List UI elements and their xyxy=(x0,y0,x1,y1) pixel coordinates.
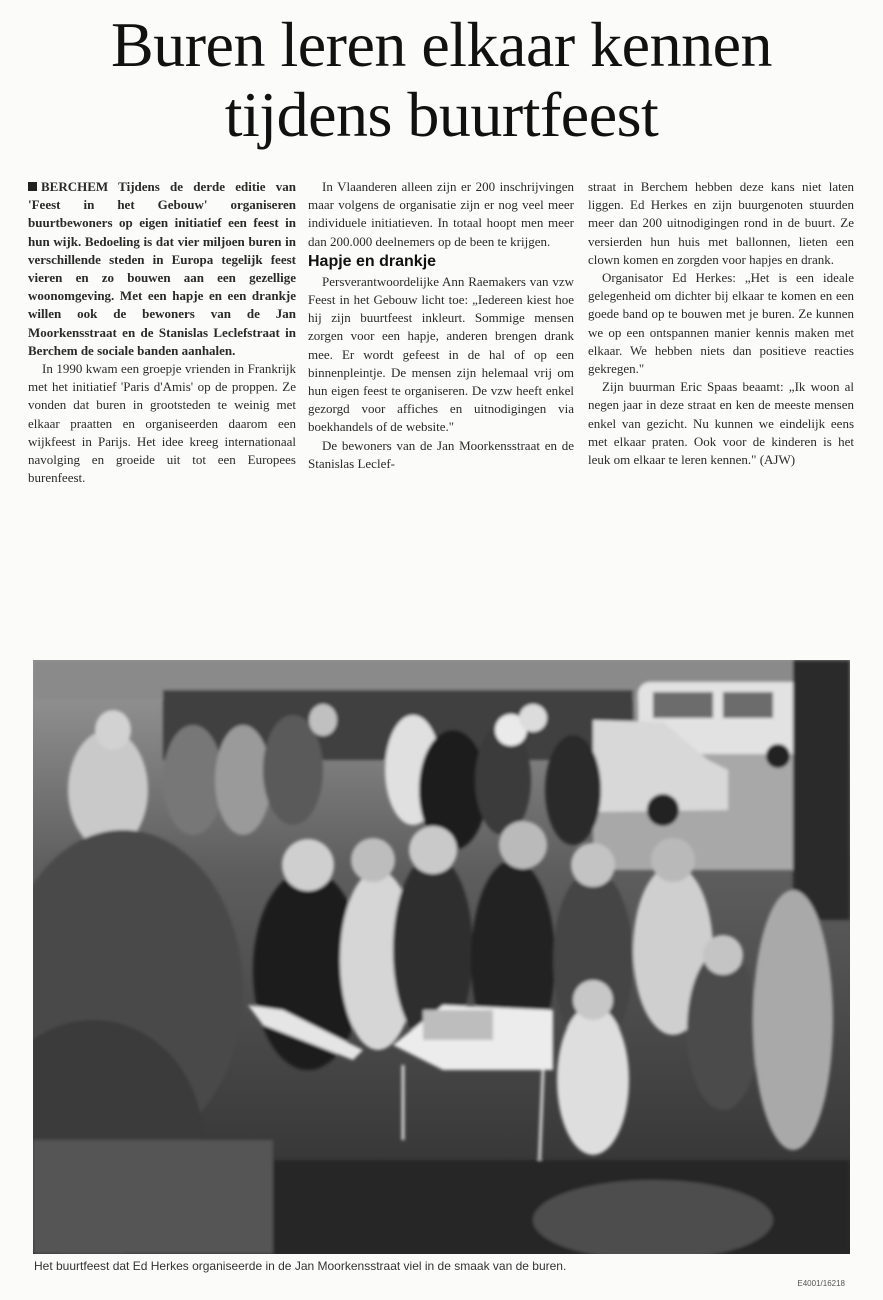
lead-text: Tijdens de derde editie van 'Feest in het Gebouw' organiseren buurtbewoners op eigen initiatief een feest in hun wijk. Bedoeling is dat vier miljoen buren in verschillende steden in Europa tegelijk feest vieren en zo bouwen aan een gezellige woonomgeving. Met een hapje en een drankje willen ook de bewoners van de Jan Moorkensstraat en de Stanislas Leclefstraat in Berchem de sociale banden aanhalen. xyxy=(28,179,296,358)
photo-caption: Het buurtfeest dat Ed Herkes organiseerde in de Jan Moorkensstraat viel in de smaak van de buren. xyxy=(34,1259,567,1273)
photo-credit: E4001/16218 xyxy=(797,1279,845,1288)
body-paragraph: straat in Berchem hebben deze kans niet laten liggen. Ed Herkes en zijn buurgenoten stuurden meer dan 200 uitnodigingen rond in de buurt. Ze versierden hun huis met ballonnen, lieten een clown komen en zorgden voor hapjes en drank. xyxy=(588,179,854,267)
column-1 xyxy=(28,178,296,487)
column-2 xyxy=(308,178,574,473)
body-paragraph: Organisator Ed Herkes: „Het is een ideale gelegenheid om dichter bij elkaar te komen en een goede band op te bouwen met je buren. Ze kunnen we op een ontspannen manier kennis maken met elkaar. We hebben niets dan positieve reacties gekregen." xyxy=(588,270,854,377)
column-3 xyxy=(588,178,854,469)
body-paragraph: In 1990 kwam een groepje vrienden in Frankrijk met het initiatief 'Paris d'Amis' op de proppen. Ze vonden dat buren in grootsteden te weinig met elkaar praatten en organiseerden daarom een wijkfeest in Parijs. Het idee kreeg internationaal navolging en groeide uit tot een Europees burenfeest. xyxy=(28,361,296,486)
body-paragraph: Zijn buurman Eric Spaas beaamt: „Ik woon al negen jaar in deze straat en ken de meeste mensen enkel van gezicht. Nu kunnen we eindelijk eens met elkaar praten. Ook voor de kinderen is het leuk om elkaar te leren kennen." (AJW) xyxy=(588,379,854,468)
news-photo xyxy=(33,660,850,1254)
subheading: Hapje en drankje xyxy=(308,252,437,270)
body-paragraph: In Vlaanderen alleen zijn er 200 inschrijvingen maar volgens de organisatie zijn er nog veel meer individuele initiatieven. In totaal hoopt men meer dan 200.000 deelnemers op de been te krijgen. xyxy=(308,179,574,249)
body-paragraph: De bewoners van de Jan Moorkensstraat en de Stanislas Leclef- xyxy=(308,437,574,471)
photo-illustration xyxy=(33,660,850,1254)
square-bullet-icon xyxy=(28,182,37,191)
body-paragraph: Persverantwoordelijke Ann Raemakers van vzw Feest in het Gebouw licht toe: „Iedereen kiest hoe hij zijn buurtfeest inkleurt. Sommige mensen zorgen voor een hapje, anderen brengen drank mee. Er wordt gefeest in de hal of op een binnenpleintje. De mensen zijn helemaal vrij om hun eigen feest te organiseren. De vzw heeft enkel gezorgd voor affiches en uitnodigingen via boekhandels of de website." xyxy=(308,273,574,435)
headline xyxy=(20,10,863,150)
headline-line-2: tijdens buurtfeest xyxy=(224,79,659,150)
lead-paragraph xyxy=(28,178,296,360)
dateline: BERCHEM xyxy=(41,179,109,194)
headline-line-1: Buren leren elkaar kennen xyxy=(111,9,772,80)
